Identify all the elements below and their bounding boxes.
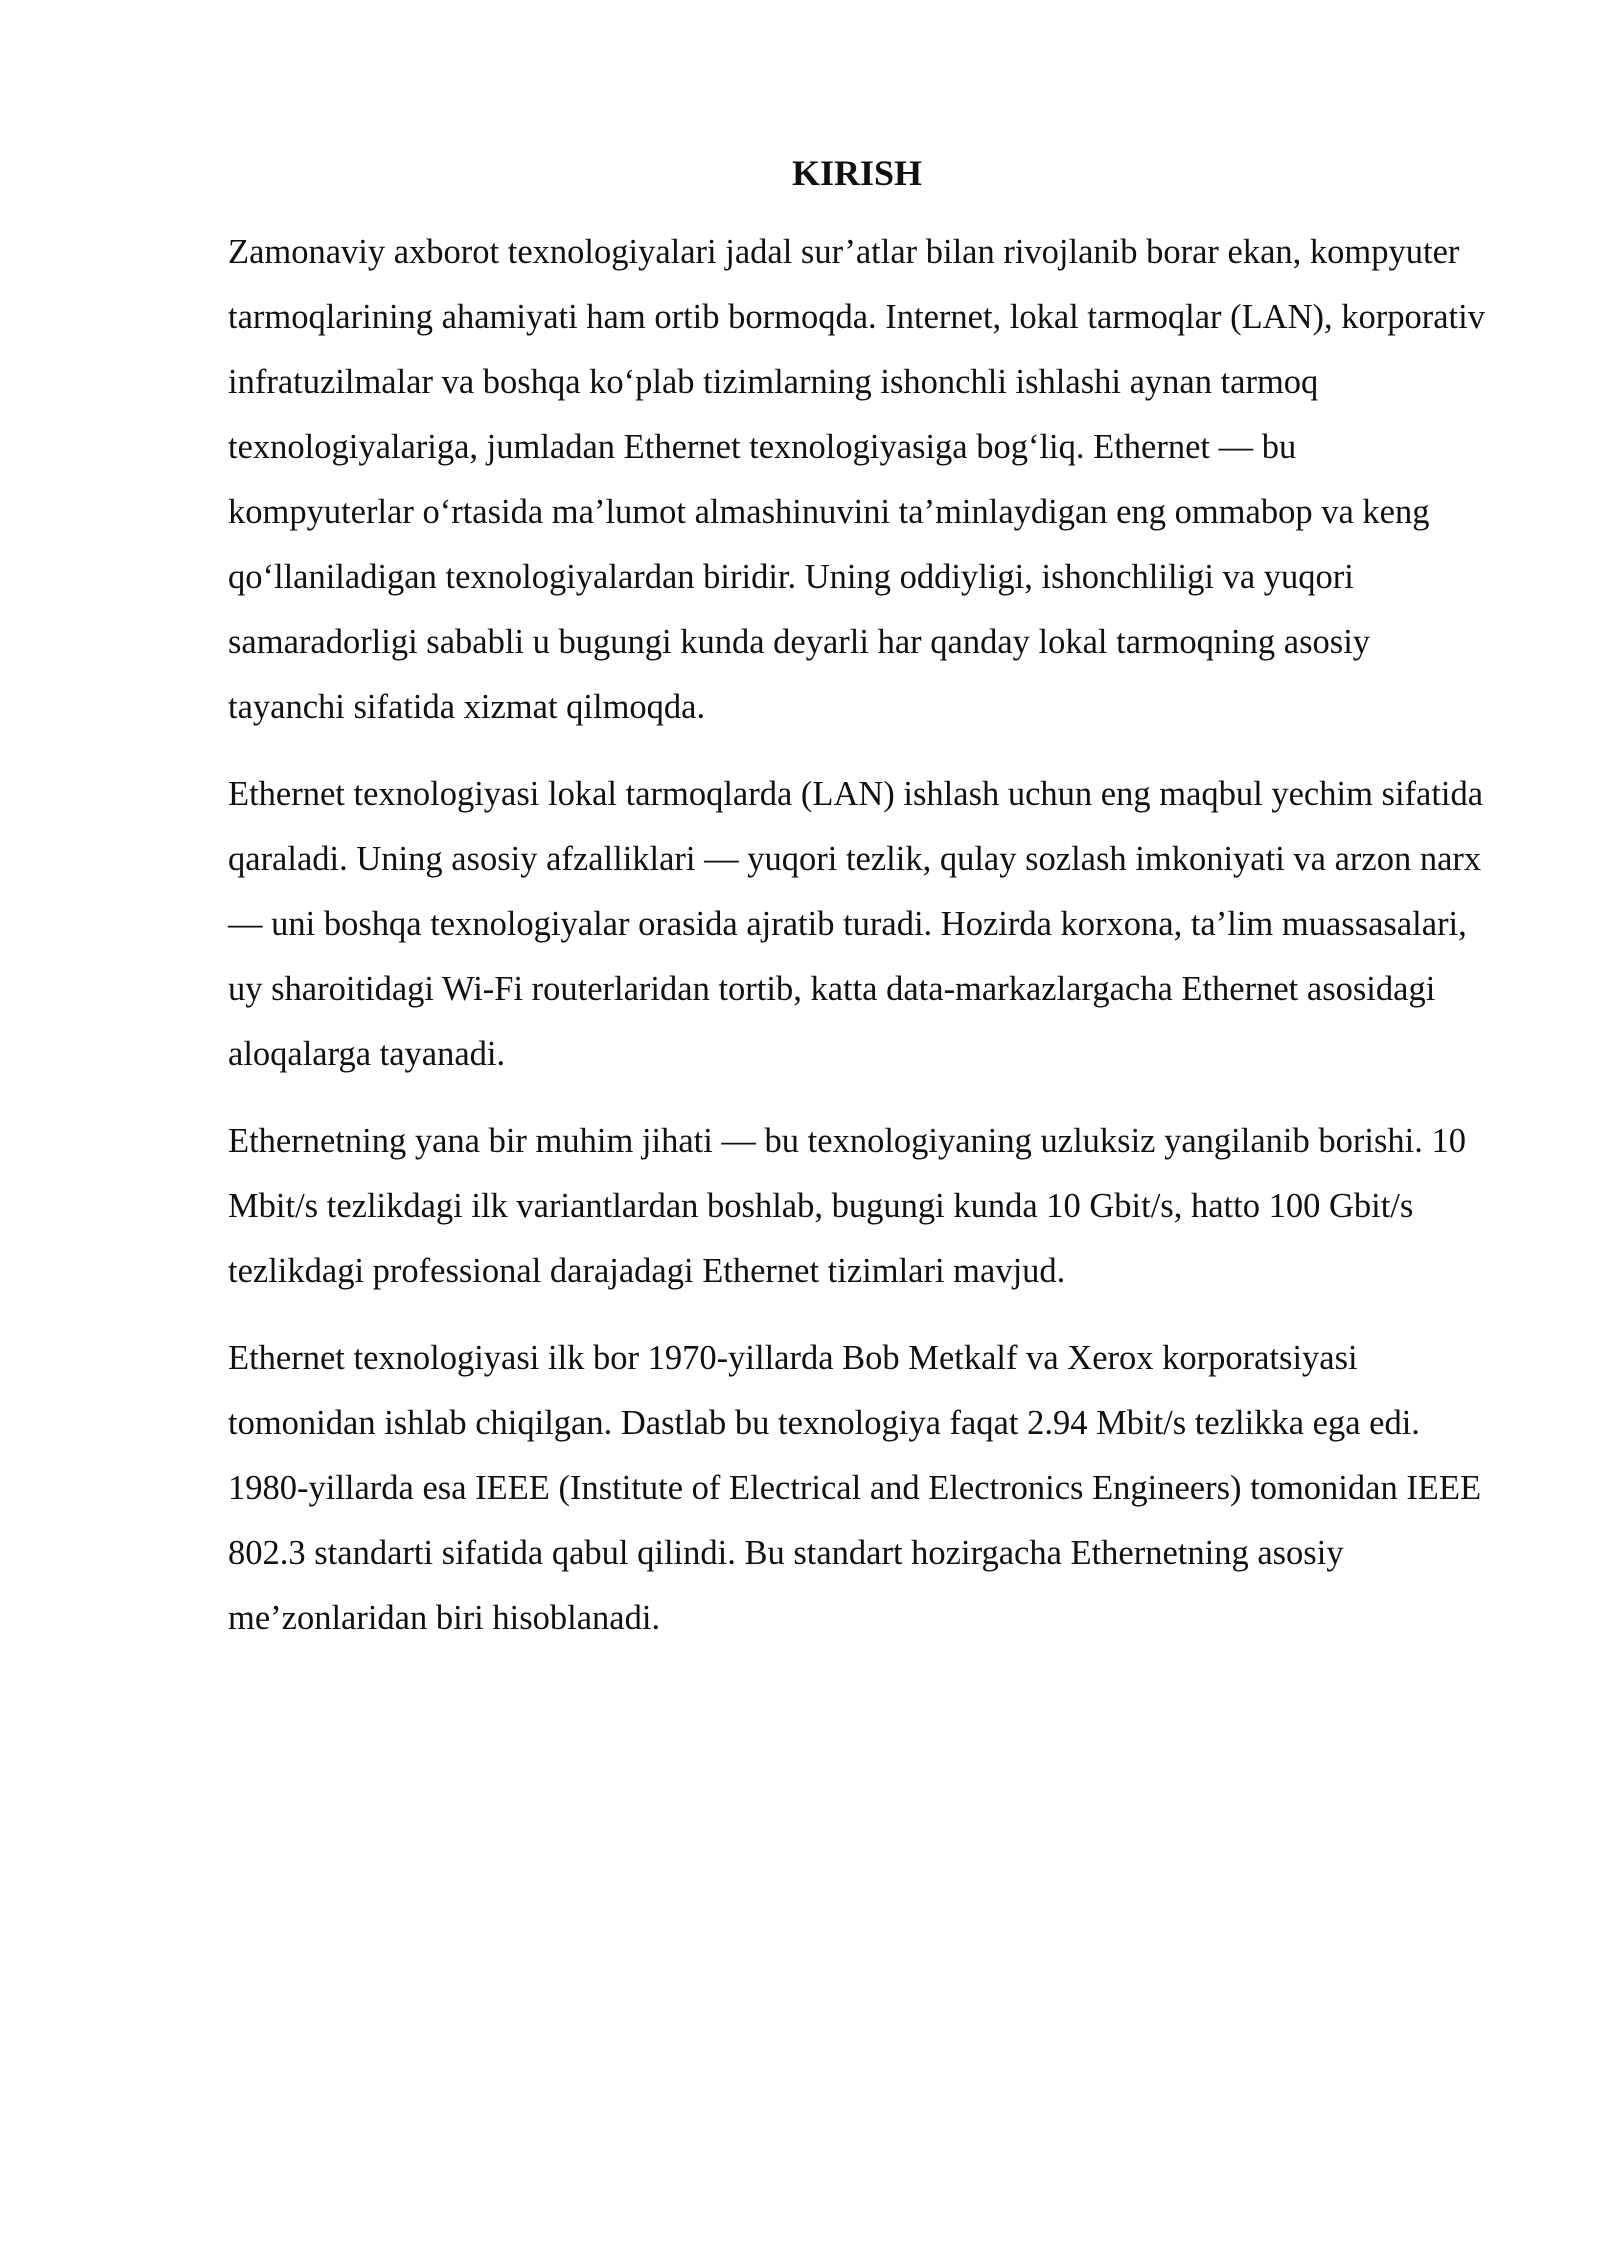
page-title: KIRISH	[791, 153, 923, 193]
paragraph-4: Ethernet texnologiyasi ilk bor 1970-yillarda Bob Metkalf va Xerox korporatsiyasi tomonidan ishlab chiqilgan. Dastlab bu texnologiya faqat 2.94 Mbit/s tezlikka ega edi. 1980-yillarda esa IEEE (Institute of Electrical and Electronics Engineers) tomonidan IEEE 802.3 standarti sifatida qabul qilindi. Bu standart hozirgacha Ethernetning asosiy me’zonlaridan biri hisoblanadi.	[228, 1339, 1482, 1637]
paragraph-1: Zamonaviy axborot texnologiyalari jadal sur’atlar bilan rivojlanib borar ekan, kompyuter tarmoqlarining ahamiyati ham ortib bormoqda. Internet, lokal tarmoqlar (LAN), korporativ infratuzilmalar va boshqa ko‘plab tizimlarning ishonchli ishlashi aynan tarmoq texnologiyalariga, jumladan Ethernet texnologiyasiga bog‘liq. Ethernet — bu kompyuterlar o‘rtasida ma’lumot almashinuvini ta’minlaydigan eng ommabop va keng qo‘llaniladigan texnologiyalardan biridir. Uning oddiyligi, ishonchliligi va yuqori samaradorligi sababli u bugungi kunda deyarli har qanday lokal tarmoqning asosiy tayanchi sifatida xizmat qilmoqda.	[228, 233, 1485, 726]
paragraph-2: Ethernet texnologiyasi lokal tarmoqlarda (LAN) ishlash uchun eng maqbul yechim sifatida qaraladi. Uning asosiy afzalliklari — yuqori tezlik, qulay sozlash imkoniyati va arzon narx — uni boshqa texnologiyalar orasida ajratib turadi. Hozirda korxona, ta’lim muassasalari, uy sharoitidagi Wi-Fi routerlaridan tortib, katta data-markazlargacha Ethernet asosidagi aloqalarga tayanadi.	[228, 775, 1484, 1073]
paragraph-3: Ethernetning yana bir muhim jihati — bu texnologiyaning uzluksiz yangilanib borishi. 10 Mbit/s tezlikdagi ilk variantlardan boshlab, bugungi kunda 10 Gbit/s, hatto 100 Gbit/s tezlikdagi professional darajadagi Ethernet tizimlari mavjud.	[228, 1122, 1466, 1290]
